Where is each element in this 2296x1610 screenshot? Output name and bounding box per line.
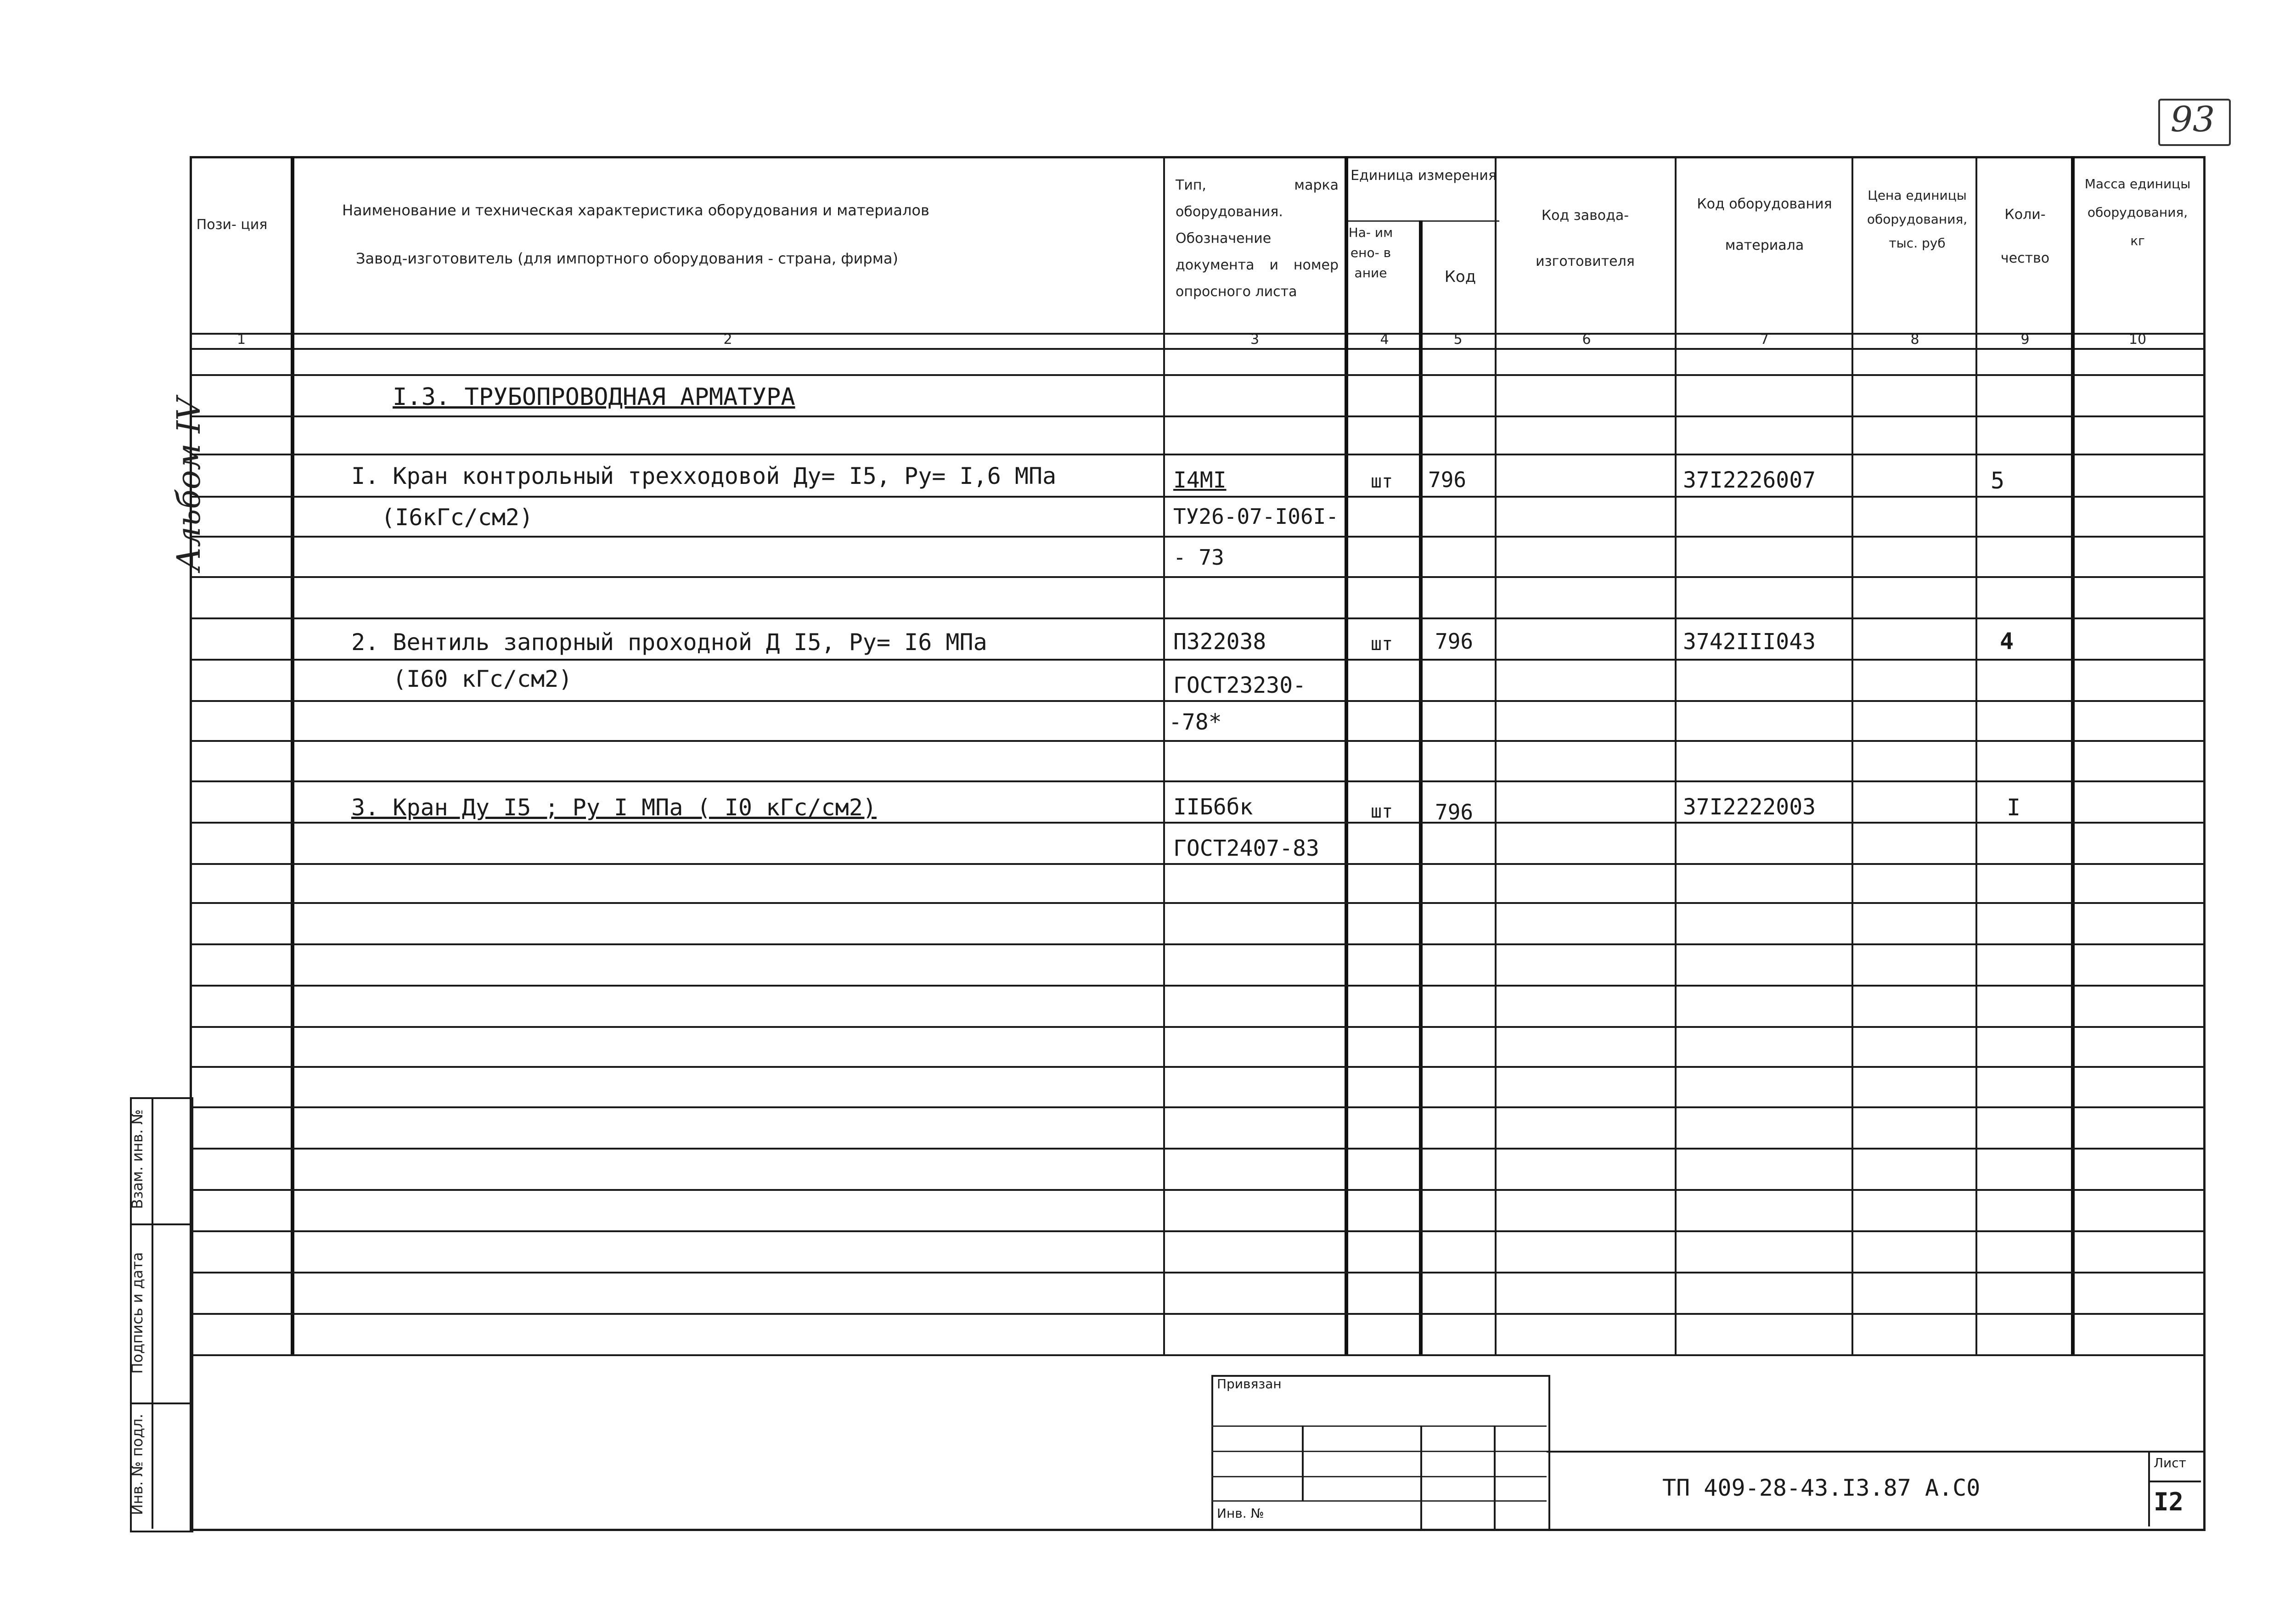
row-line [190, 1272, 2203, 1273]
colnum-5: 5 [1453, 331, 1463, 348]
row-line [190, 1189, 2203, 1191]
linked-rule [1211, 1500, 1547, 1502]
item3-type-line2: ГОСТ2407-83 [1173, 836, 1319, 861]
item1-quantity: 5 [1991, 467, 2005, 494]
item1-type-line3: - 73 [1173, 545, 1224, 570]
left-margin-divider [152, 1097, 153, 1529]
header-unit-title: Единица измерения [1351, 168, 1497, 184]
colnum-4: 4 [1380, 331, 1389, 348]
left-margin-rule [130, 1223, 190, 1225]
inv-orig-label: Инв. № подл. [129, 1414, 146, 1515]
inv-no-label: Инв. № [1217, 1506, 1264, 1521]
item2-unit-code: 796 [1435, 629, 1474, 654]
item3-equipment-code: 37I2222003 [1683, 794, 1816, 820]
item3-quantity: I [2007, 794, 2021, 821]
header-type: Тип, марка оборудования. Обозначение документа и номер опросного листа [1176, 177, 1339, 300]
row-line [190, 780, 2203, 782]
item2-name-line2: (I60 кГс/см2) [393, 666, 573, 692]
row-line [190, 576, 2203, 578]
item3-unit-code: 796 [1435, 800, 1474, 825]
linked-label: Привязан [1217, 1376, 1282, 1391]
item1-unit: шт [1371, 471, 1393, 492]
linked-divider [1302, 1425, 1304, 1501]
row-line [190, 1066, 2203, 1068]
title-block-rule [1547, 1451, 2203, 1453]
row-line [190, 659, 2203, 661]
row-line [190, 822, 2203, 824]
item1-name-line2: (I6кГс/см2) [381, 504, 534, 531]
col-line-2 [1163, 156, 1165, 1356]
row-line [190, 496, 2203, 498]
col-line-7 [1851, 156, 1853, 1356]
item3-type-line1: IIБ6бк [1173, 794, 1253, 820]
header-name-line1: Наименование и техническая характеристика оборудования и материалов [342, 202, 929, 219]
colnum-3: 3 [1250, 331, 1260, 348]
item1-unit-code: 796 [1428, 467, 1467, 492]
section-title: I.3. ТРУБОПРОВОДНАЯ АРМАТУРА [393, 383, 795, 411]
row-line [190, 1230, 2203, 1232]
page-number: 93 [2170, 99, 2215, 140]
colnum-7: 7 [1760, 331, 1769, 348]
col-line-3 [1345, 156, 1348, 1356]
row-line [190, 536, 2203, 538]
header-quantity: Коли- чество [2000, 207, 2050, 266]
colnum-6: 6 [1582, 331, 1591, 348]
colnum-1: 1 [236, 331, 246, 348]
header-equipment-code: Код оборудования материала [1697, 196, 1832, 253]
item1-type-line1: I4MI [1173, 467, 1227, 493]
row-line [190, 863, 2203, 865]
margin-handwriting: Альбом IV [170, 397, 208, 572]
row-line [190, 374, 2203, 376]
header-unit-group: На- имено- вание [1348, 225, 1393, 280]
item3-name-line1: 3. Кран Ду I5 ; Ру I МПа ( I0 кГс/см2) [351, 794, 877, 821]
col-line-8 [1975, 156, 1977, 1356]
col-line-6 [1675, 156, 1677, 1356]
unit-divider [1348, 220, 1499, 222]
header-factory-code: Код завода-изготовителя [1536, 208, 1635, 269]
row-line [190, 1313, 2203, 1315]
col-line-4 [1419, 220, 1423, 1356]
col-line-9 [2071, 156, 2075, 1356]
item2-unit: шт [1371, 634, 1393, 655]
bottom-frame [190, 1354, 2206, 1531]
replace-inv-label: Взам. инв. № [129, 1109, 146, 1209]
row-line [190, 1106, 2203, 1108]
row-line [190, 943, 2203, 945]
item3-unit: шт [1371, 801, 1393, 822]
item2-quantity: 4 [2000, 628, 2014, 655]
item2-name-line1: 2. Вентиль запорный проходной Д I5, Ру= I6 МПа [351, 629, 987, 656]
linked-rule [1211, 1451, 1547, 1452]
item2-type-line2: ГОСТ23230- [1173, 673, 1306, 698]
item1-equipment-code: 37I2226007 [1683, 467, 1816, 493]
row-line [190, 1148, 2203, 1150]
item2-type-line1: П3220З8 [1173, 629, 1266, 655]
row-line [190, 985, 2203, 987]
linked-rule [1211, 1476, 1547, 1477]
item1-type-line2: ТУ26-07-I06I- [1173, 504, 1339, 529]
sheet-rule [2148, 1481, 2201, 1482]
row-line [190, 617, 2203, 619]
row-line [190, 1026, 2203, 1028]
row-line [190, 415, 2203, 417]
header-price: Цена единицы оборудования, тыс. руб [1867, 188, 1968, 251]
row-line [190, 700, 2203, 702]
sign-date-label: Подпись и дата [129, 1252, 146, 1374]
header-unit-code: Код [1444, 268, 1476, 286]
linked-rule [1211, 1425, 1547, 1427]
col-line-5 [1495, 156, 1497, 1356]
header-name-line2: Завод-изготовитель (для импортного оборудования - страна, фирма) [356, 250, 898, 267]
col-line-1 [291, 156, 294, 1356]
colnum-8: 8 [1910, 331, 1919, 348]
colnum-9: 9 [2020, 331, 2030, 348]
colnum-2: 2 [723, 331, 732, 348]
header-position: Пози- ция [196, 217, 268, 233]
sheet-label: Лист [2154, 1455, 2186, 1470]
header-mass: Масса единицы оборудования, кг [2084, 176, 2191, 248]
linked-divider [1420, 1425, 1422, 1529]
colnum-10: 10 [2128, 331, 2147, 348]
document-designation: ТП 409-28-43.I3.87 А.С0 [1662, 1475, 1981, 1501]
sheet-number: I2 [2154, 1487, 2184, 1516]
row-line [190, 902, 2203, 904]
item1-name-line1: I. Кран контрольный трехходовой Ду= I5, Ру= I,6 МПа [351, 463, 1057, 489]
item2-equipment-code: 3742III043 [1683, 629, 1816, 655]
row-line [190, 740, 2203, 742]
linked-divider [1494, 1425, 1496, 1529]
row-line [190, 454, 2203, 455]
item2-type-line3: -78* [1169, 709, 1222, 735]
colnum-rule [190, 348, 2203, 350]
